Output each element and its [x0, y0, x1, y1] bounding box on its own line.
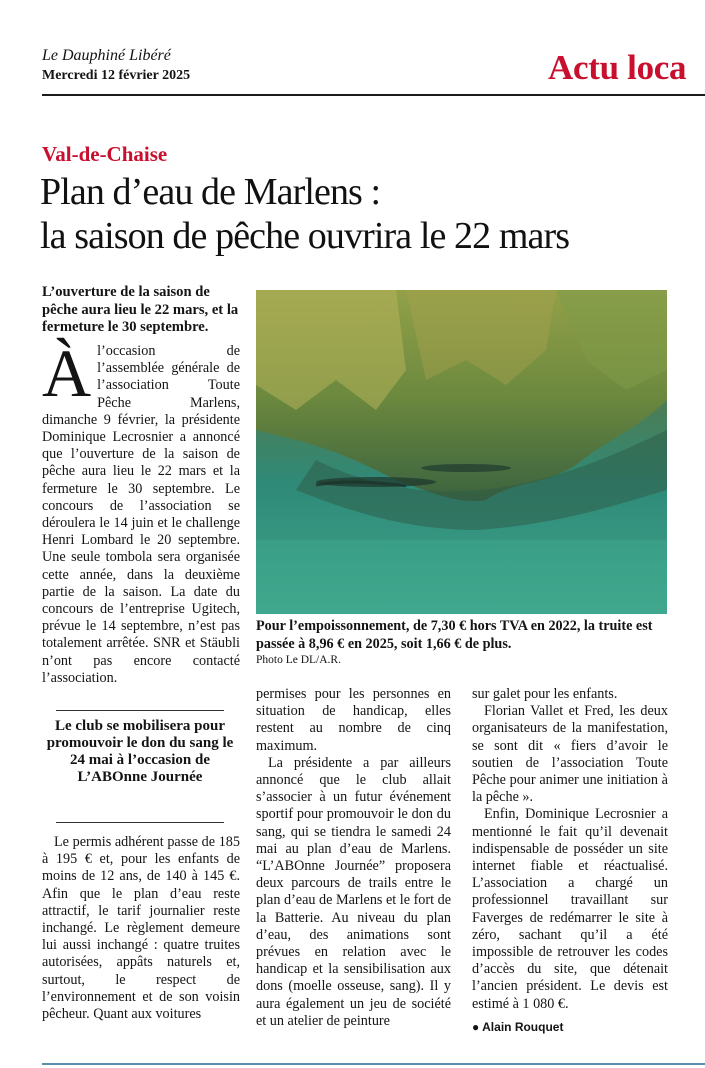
article-headline	[40, 170, 700, 258]
author-signature: ● Alain Rouquet	[472, 1020, 564, 1034]
photo-credit: Photo Le DL/A.R.	[256, 654, 341, 666]
body-paragraph: permises pour les personnes en situation de handicap, elles restent au nombre de cinq maximum.	[256, 686, 451, 754]
lake-photo-image	[256, 290, 667, 614]
section-title: Actu loca	[548, 48, 687, 87]
highlight-box-title: Le club se mobilisera pour promouvoir le don du sang le 24 mai à l’occasion de L’ABOnne Journée	[46, 718, 234, 785]
headline-line-1: Plan d’eau de Marlens :	[40, 171, 381, 213]
box-bottom-rule	[56, 822, 224, 823]
body-column-1-continued	[42, 834, 240, 1023]
issue-date: Mercredi 12 février 2025	[42, 68, 191, 83]
body-paragraph: La présidente a par ailleurs annoncé que le club allait s’associer à un futur événement sportif pour promouvoir le don du sang, qui se tiendra le samedi 24 mai au plan d’eau de Marlens. “L’ABOnne Journée” proposera deux parcours de trails entre le plan d’eau de Marlens et le fort de la Batterie. Au niveau du plan d’eau, des animations sont prévues en relation avec le handicap et la sensibilisation aux dons (moelle osseuse, sang). Il y aura également un jeu de société et un atelier de peinture	[256, 754, 451, 1029]
body-column-3	[472, 686, 668, 1013]
body-paragraph: Enfin, Dominique Lecrosnier a mentionné le fait qu’il devenait indispensable de posséder un site internet fiable et réactualisé. L’association a chargé un professionnel travaillant sur Faverges de redémarrer le site à zéro, sachant qu’il a été impossible de retrouver les codes d’accès du site, que détenait l’ancien président. Le devis est estimé à 1 080 €.	[472, 806, 668, 1012]
body-column-2	[256, 686, 451, 1030]
article-lede: L’ouverture de la saison de pêche aura lieu le 22 mars, et la fermeture le 30 septembre.	[42, 284, 239, 335]
page-bottom-rule	[42, 1063, 705, 1065]
body-paragraph: Florian Vallet et Fred, les deux organisateurs de la manifestation, se sont dit « fiers d’avoir le soutien de l’association Toute Pêche pour animer une initiation à la pêche ».	[472, 703, 668, 806]
photo-caption: Pour l’empoissonnement, de 7,30 € hors TVA en 2022, la truite est passée à 8,96 € en 2025, soit 1,66 € de plus.	[256, 618, 653, 652]
drop-cap: À	[42, 335, 92, 411]
body-paragraph: À l’occasion de l’assemblée générale de l’association Toute Pêche Marlens, dimanche 9 février, la présidente Dominique Lecrosnier a annoncé que l’ouverture de la saison de pêche aura lieu le 22 mars et la fermeture le 30 septembre. Le concours de l’association se déroulera le 14 juin et le challenge Henri Lombard le 20 septembre. Une seule tombola sera organisée cette année, dans la deuxième partie de la saison. La date du concours de l’entreprise Ugitech, prévue le 14 septembre, n’est pas totalement arrêtée. SNR et Stäubli n’ont pas encore contacté l’association.	[42, 335, 240, 686]
body-column-1	[42, 335, 240, 687]
article-kicker: Val-de-Chaise	[42, 142, 168, 166]
article-photo	[256, 290, 667, 614]
body-paragraph: Le permis adhérent passe de 185 à 195 € et, pour les enfants de moins de 12 ans, de 140 à 145 €. Afin que le plan d’eau reste attractif, le tarif journalier reste inchangé. Le règlement demeure lui aussi inchangé : quatre truites autorisées, appâts naturels et, surtout, le respect de l’environnement et de son voisin pêcheur. Quant aux voitures	[42, 834, 240, 1023]
masthead-divider	[42, 94, 705, 96]
box-top-rule	[56, 710, 224, 711]
newspaper-name: Le Dauphiné Libéré	[42, 47, 171, 64]
headline-line-2: la saison de pêche ouvrira le 22 mars	[40, 215, 570, 257]
body-paragraph: sur galet pour les enfants.	[472, 686, 618, 702]
